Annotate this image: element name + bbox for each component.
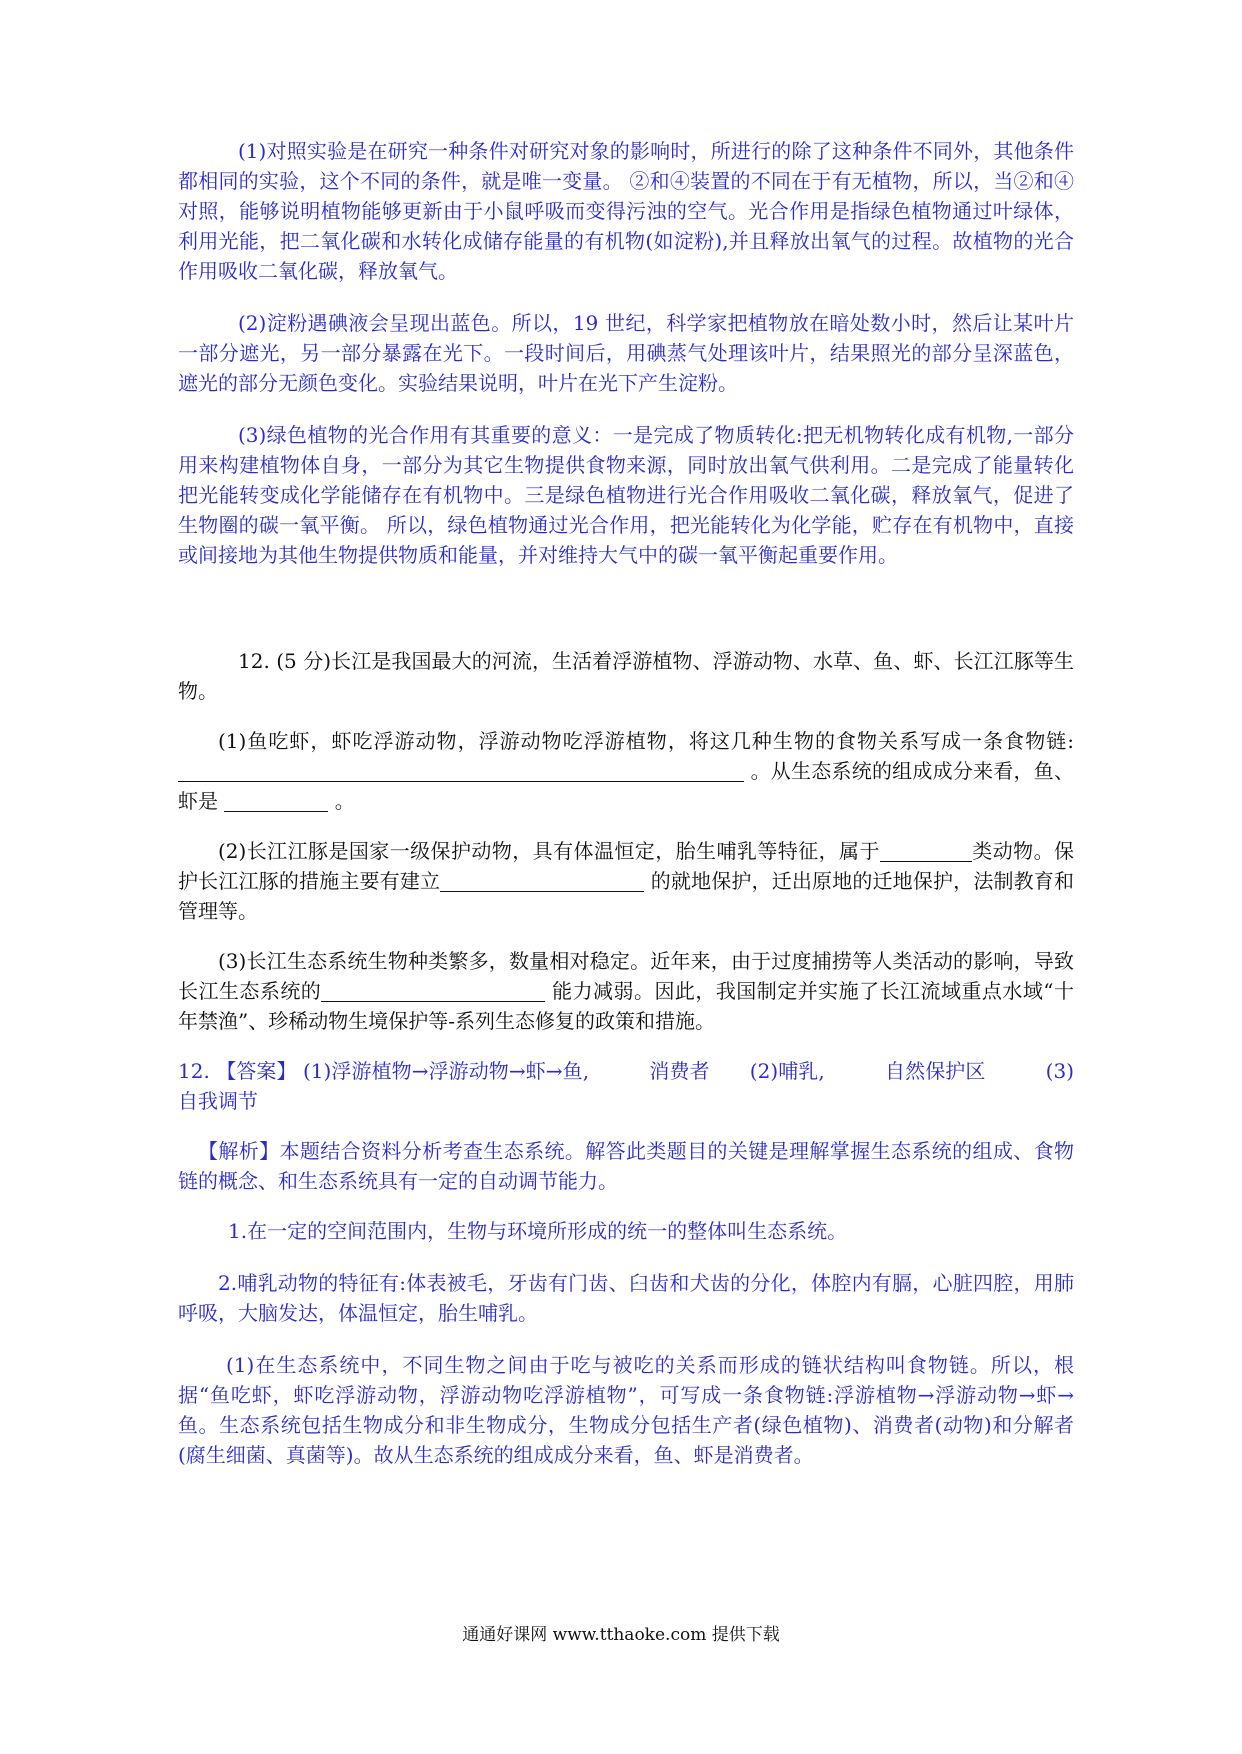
q2-text-c: 的就地保护，迁出原地的迁地保护，法制教育和管理等。	[178, 869, 1075, 923]
q3-text-b: 能力减弱。因此，我国制定并实施了长江流域重点水域“十年禁渔”、珍稀动物生境保护等-系列生态修复的政策和措施。	[178, 979, 1075, 1033]
analysis-intro: 【解析】本题结合资料分析考查生态系统。解答此类题目的关键是理解掌握生态系统的组成、食物链的概念、和生态系统具有一定的自动调节能力。	[178, 1139, 1074, 1193]
q2-text-a: (2)长江江豚是国家一级保护动物，具有体温恒定，胎生哺乳等特征，属于	[218, 839, 880, 863]
ecosystem-role-blank[interactable]	[224, 791, 328, 812]
regulation-ability-blank[interactable]	[321, 981, 545, 1002]
explanation-paragraph-1: (1)对照实验是在研究一种条件对研究对象的影响时，所进行的除了这种条件不同外，其他条件都相同的实验，这个不同的条件，就是唯一变量。 ②和④装置的不同在于有无植物，所以，当②和④对照，能够说明植物能够更新由于小鼠呼吸而变得污浊的空气。光合作用是指绿色植物通过叶绿体，利用光能，把二氧化碳和水转化成储存能量的有机物(如淀粉),并且释放出氧气的过程。故植物的光合作用吸收二氧化碳，释放氧气。	[178, 139, 1074, 283]
page-footer: 通通好课网 www.tthaoke.com 提供下载	[462, 1625, 780, 1645]
analysis-part-1: (1)在生态系统中，不同生物之间由于吃与被吃的关系而形成的链状结构叫食物链。所以，根据“鱼吃虾，虾吃浮游动物，浮游动物吃浮游植物”，可写成一条食物链:浮游植物→浮游动物→虾→鱼。生态系统包括生物成分和非生物成分，生物成分包括生产者(绿色植物)、消费者(动物)和分解者(腐生细菌、真菌等)。故从生态系统的组成成分来看，鱼、虾是消费者。	[178, 1353, 1074, 1467]
analysis-knowledge-1: 1.在一定的空间范围内，生物与环境所形成的统一的整体叫生态系统。	[228, 1219, 848, 1243]
answer-12: 12. 【答案】 (1)浮游植物→浮游动物→虾→鱼, 消费者 (2)哺乳, 自然保护区 (3) 自我调节	[178, 1059, 1074, 1113]
question-12-part-1	[178, 726, 1074, 816]
q1-text-b: 。从生态系统的组成成分来看，鱼、虾是	[178, 759, 1074, 813]
document-body	[178, 136, 1074, 1470]
analysis-knowledge-2: 2.哺乳动物的特征有:体表被毛，牙齿有门齿、臼齿和犬齿的分化，体腔内有膈，心脏四腔，用肺呼吸，大脑发达，体温恒定，胎生哺乳。	[178, 1271, 1074, 1325]
protection-area-blank[interactable]	[440, 871, 644, 892]
question-12-part-3	[178, 946, 1074, 1036]
animal-class-blank[interactable]	[880, 841, 972, 862]
food-chain-blank[interactable]	[178, 761, 744, 782]
question-12-stem: 12. (5 分)长江是我国最大的河流，生活着浮游植物、浮游动物、水草、鱼、虾、长江江豚等生物。	[178, 649, 1074, 703]
q1-text-a: (1)鱼吃虾，虾吃浮游动物，浮游动物吃浮游植物，将这几种生物的食物关系写成一条食物链:	[218, 729, 1074, 753]
q1-text-c: 。	[328, 789, 355, 813]
explanation-paragraph-2: (2)淀粉遇碘液会呈现出蓝色。所以，19 世纪，科学家把植物放在暗处数小时，然后让某叶片一部分遮光，另一部分暴露在光下。一段时间后，用碘蒸气处理该叶片，结果照光的部分呈深蓝色，遮光的部分无颜色变化。实验结果说明，叶片在光下产生淀粉。	[178, 311, 1074, 395]
q3-text-a: (3)长江生态系统生物种类繁多，数量相对稳定。近年来，由于过度捕捞等人类活动的影响，导致长江生态系统的	[178, 949, 1074, 1003]
q2-text-b: 类动物。保护长江江豚的措施主要有建立	[178, 839, 1074, 893]
question-12-part-2	[178, 836, 1074, 926]
explanation-paragraph-3: (3)绿色植物的光合作用有其重要的意义：一是完成了物质转化:把无机物转化成有机物,一部分用来构建植物体自身，一部分为其它生物提供食物来源，同时放出氧气供利用。二是完成了能量转化把光能转变成化学能储存在有机物中。三是绿色植物进行光合作用吸收二氧化碳，释放氧气，促进了生物圈的碳一氧平衡。 所以，绿色植物通过光合作用，把光能转化为化学能，贮存在有机物中，直接或间接地为其他生物提供物质和能量，并对维持大气中的碳一氧平衡起重要作用。	[178, 423, 1074, 567]
